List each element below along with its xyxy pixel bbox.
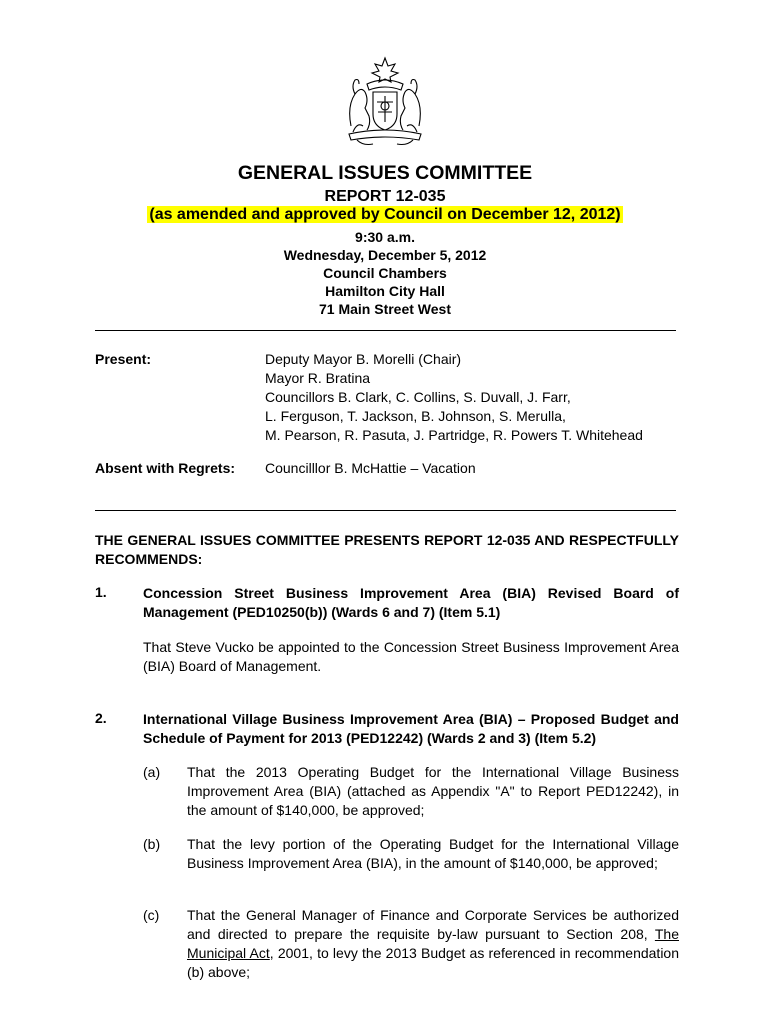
subitem-text — [187, 906, 679, 982]
report-number: REPORT 12-035 — [324, 188, 446, 205]
subitem-label: (a) — [143, 764, 161, 780]
meeting-time: 9:30 a.m. — [355, 229, 415, 245]
present-label: Present: — [95, 351, 152, 367]
intro-statement: THE GENERAL ISSUES COMMITTEE PRESENTS REPORT 12-035 AND RESPECTFULLY RECOMMENDS: — [95, 532, 679, 567]
committee-title: GENERAL ISSUES COMMITTEE — [237, 162, 533, 184]
meeting-building: Hamilton City Hall — [325, 283, 445, 299]
present-list — [265, 350, 643, 445]
absent-text: Councilllor B. McHattie – Vacation — [265, 460, 476, 476]
present-line: L. Ferguson, T. Jackson, B. Johnson, S. Merulla, — [265, 408, 566, 424]
item-body: That Steve Vucko be appointed to the Concession Street Business Improvement Area (BIA) Board of Management. — [143, 639, 679, 674]
present-line: Councillors B. Clark, C. Collins, S. Duvall, J. Farr, — [265, 389, 571, 405]
present-line: Mayor R. Bratina — [265, 370, 371, 386]
subitem-text-part: , 2001, to levy the 2013 Budget as referenced in recommendation (b) above; — [187, 945, 679, 980]
item-number: 2. — [95, 710, 107, 726]
item-heading: International Village Business Improvement Area (BIA) – Proposed Budget and Schedule of Payment for 2013 (PED12242) (Wards 2 and 3) (Item 5.2) — [143, 711, 679, 746]
city-coat-of-arms-icon — [343, 56, 427, 150]
absent-label: Absent with Regrets: — [95, 460, 236, 476]
item-number: 1. — [95, 584, 107, 600]
amended-note — [0, 206, 770, 224]
act-title: The Municipal Act — [187, 926, 679, 961]
meeting-address: 71 Main Street West — [318, 301, 451, 317]
subitem-text: That the 2013 Operating Budget for the International Village Business Improvement Area (BIA) (attached as Appendix "A" to Report PED12242), in the amount of $140,000, be approved; — [187, 764, 679, 818]
subitem-text: That the levy portion of the Operating Budget for the International Village Business Improvement Area (BIA), in the amount of $140,000, be approved; — [187, 836, 679, 871]
meeting-room: Council Chambers — [323, 265, 447, 281]
item-heading: Concession Street Business Improvement Area (BIA) Revised Board of Management (PED10250(b)) (Wards 6 and 7) (Item 5.1) — [143, 585, 679, 620]
subitem-label: (b) — [143, 836, 161, 852]
divider — [95, 510, 676, 511]
amended-highlight: (as amended and approved by Council on December 12, 2012) — [149, 206, 621, 223]
present-line: Deputy Mayor B. Morelli (Chair) — [265, 351, 462, 367]
divider — [95, 330, 676, 331]
subitem-label: (c) — [143, 907, 160, 923]
present-line: M. Pearson, R. Pasuta, J. Partridge, R. Powers T. Whitehead — [265, 427, 643, 443]
subitem-text-part: That the General Manager of Finance and Corporate Services be authorized and directed to prepare the requisite by-law pursuant to Section 208, — [187, 907, 679, 942]
meeting-date: Wednesday, December 5, 2012 — [283, 247, 487, 263]
